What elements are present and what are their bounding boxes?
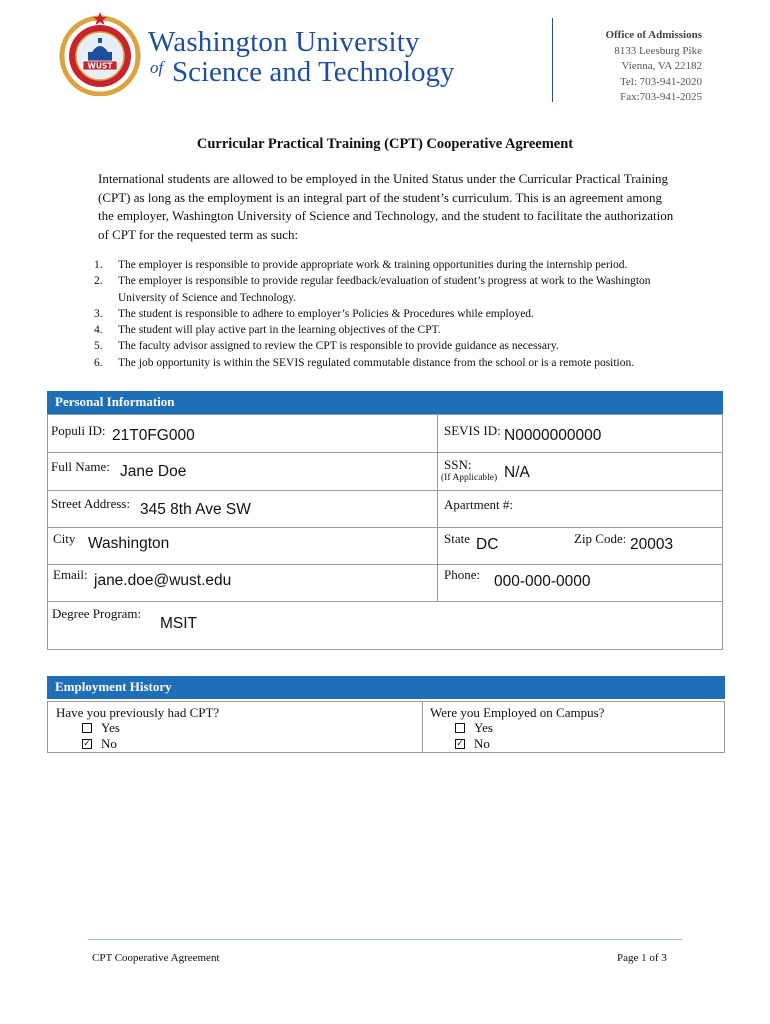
ssn-field[interactable]: N/A (504, 464, 530, 481)
previous-cpt-no-checkbox[interactable]: ✓ (83, 739, 91, 749)
document-title: Curricular Practical Training (CPT) Cooperative Agreement (196, 136, 574, 152)
term-number: 5. (94, 340, 103, 353)
office-fax: Fax:703-941-2025 (620, 91, 702, 103)
city-field[interactable]: Washington (88, 535, 170, 552)
on-campus-no-checkbox[interactable]: ✓ (456, 739, 464, 749)
ssn-label: SSN: (444, 457, 472, 472)
university-name-of: of (150, 58, 164, 77)
column-divider (422, 702, 423, 752)
office-street: 8133 Leesburg Pike (614, 44, 702, 57)
zip-code-field[interactable]: 20003 (630, 536, 674, 553)
term-text: The employer is responsible to provide regular feedback/evaluation of student’s progress at work to the Washington University of Science and Technology. (118, 275, 651, 304)
personal-information-table (47, 414, 723, 650)
phone-field[interactable]: 000-000-0000 (494, 573, 591, 590)
sevis-id-label: SEVIS ID: (444, 423, 501, 438)
footer-divider (88, 939, 682, 940)
office-title: Office of Admissions (605, 29, 702, 41)
term-item (94, 257, 684, 273)
term-text: The employer is responsible to provide appropriate work & training opportunities during the internship period. (118, 259, 628, 271)
term-item (94, 355, 684, 371)
on-campus-yes-label: Yes (474, 720, 493, 735)
university-name-line1: Washington University (148, 26, 420, 58)
term-text: The job opportunity is within the SEVIS regulated commutable distance from the school or is a remote position. (118, 356, 635, 369)
header-divider (552, 18, 553, 102)
full-name-field[interactable]: Jane Doe (120, 463, 187, 480)
employment-history-table (47, 701, 725, 753)
email-field[interactable]: jane.doe@wust.edu (94, 572, 232, 589)
city-label: City (53, 531, 76, 546)
on-campus-no-label: No (474, 736, 490, 751)
previous-cpt-question: Have you previously had CPT? (56, 705, 220, 720)
phone-label: Phone: (444, 567, 481, 582)
term-item (94, 338, 684, 354)
row-divider (48, 601, 722, 602)
office-tel: Tel: 703-941-2020 (619, 75, 702, 88)
agreement-terms-list (94, 257, 684, 371)
column-divider (437, 415, 438, 602)
term-text: The faculty advisor assigned to review the CPT is responsible to provide guidance as necessary. (118, 340, 559, 353)
employed-on-campus-question: Were you Employed on Campus? (430, 705, 605, 720)
footer-page-number: Page 1 of 3 (617, 952, 667, 964)
footer-document-name: CPT Cooperative Agreement (92, 952, 220, 964)
term-item (94, 273, 684, 306)
sevis-id-field[interactable]: N0000000000 (504, 427, 602, 444)
degree-program-label: Degree Program: (52, 606, 142, 621)
seal-text: WUST (87, 61, 113, 71)
previous-cpt-yes-checkbox[interactable] (82, 723, 92, 733)
office-address (605, 28, 702, 106)
term-item (94, 306, 684, 322)
street-address-field[interactable]: 345 8th Ave SW (140, 501, 251, 518)
row-divider (48, 490, 722, 491)
full-name-label: Full Name: (51, 459, 110, 474)
term-number: 3. (94, 307, 103, 320)
row-divider (48, 564, 722, 565)
term-number: 6. (94, 356, 103, 369)
term-item (94, 322, 684, 338)
term-number: 1. (94, 259, 103, 271)
zip-code-label: Zip Code: (574, 531, 627, 546)
university-seal-logo (58, 12, 142, 96)
state-label: State (444, 531, 470, 546)
row-divider (48, 452, 722, 453)
term-text: The student is responsible to adhere to employer’s Policies & Procedures while employed. (118, 307, 534, 320)
email-label: Email: (53, 567, 88, 582)
previous-cpt-no-label: No (101, 736, 117, 751)
ssn-note: (If Applicable) (441, 473, 498, 483)
previous-cpt-yes-label: Yes (101, 720, 120, 735)
university-name-line2: Science and Technology (172, 56, 455, 88)
populi-id-field[interactable]: 21T0FG000 (112, 427, 195, 444)
personal-information-header: Personal Information (47, 391, 723, 414)
degree-program-field[interactable]: MSIT (160, 615, 198, 632)
employment-history-header: Employment History (47, 676, 725, 699)
street-address-label: Street Address: (51, 496, 131, 511)
state-field[interactable]: DC (476, 536, 499, 553)
office-city: Vienna, VA 22182 (621, 60, 702, 72)
populi-id-label: Populi ID: (51, 423, 106, 438)
row-divider (48, 527, 722, 528)
apartment-label: Apartment #: (444, 497, 513, 512)
term-number: 2. (94, 275, 103, 288)
intro-paragraph: International students are allowed to be employed in the United Status under the Curricular Practical Training (CPT) as long as the employment is an integral part of the student’s curriculum. This is an agreement among the employer, Washington University of Science and Technology, and the student to facilitate the authorization of CPT for the requested term as such: (98, 171, 674, 242)
term-number: 4. (94, 324, 103, 337)
term-text: The student will play active part in the learning objectives of the CPT. (118, 324, 441, 337)
on-campus-yes-checkbox[interactable] (455, 723, 465, 733)
